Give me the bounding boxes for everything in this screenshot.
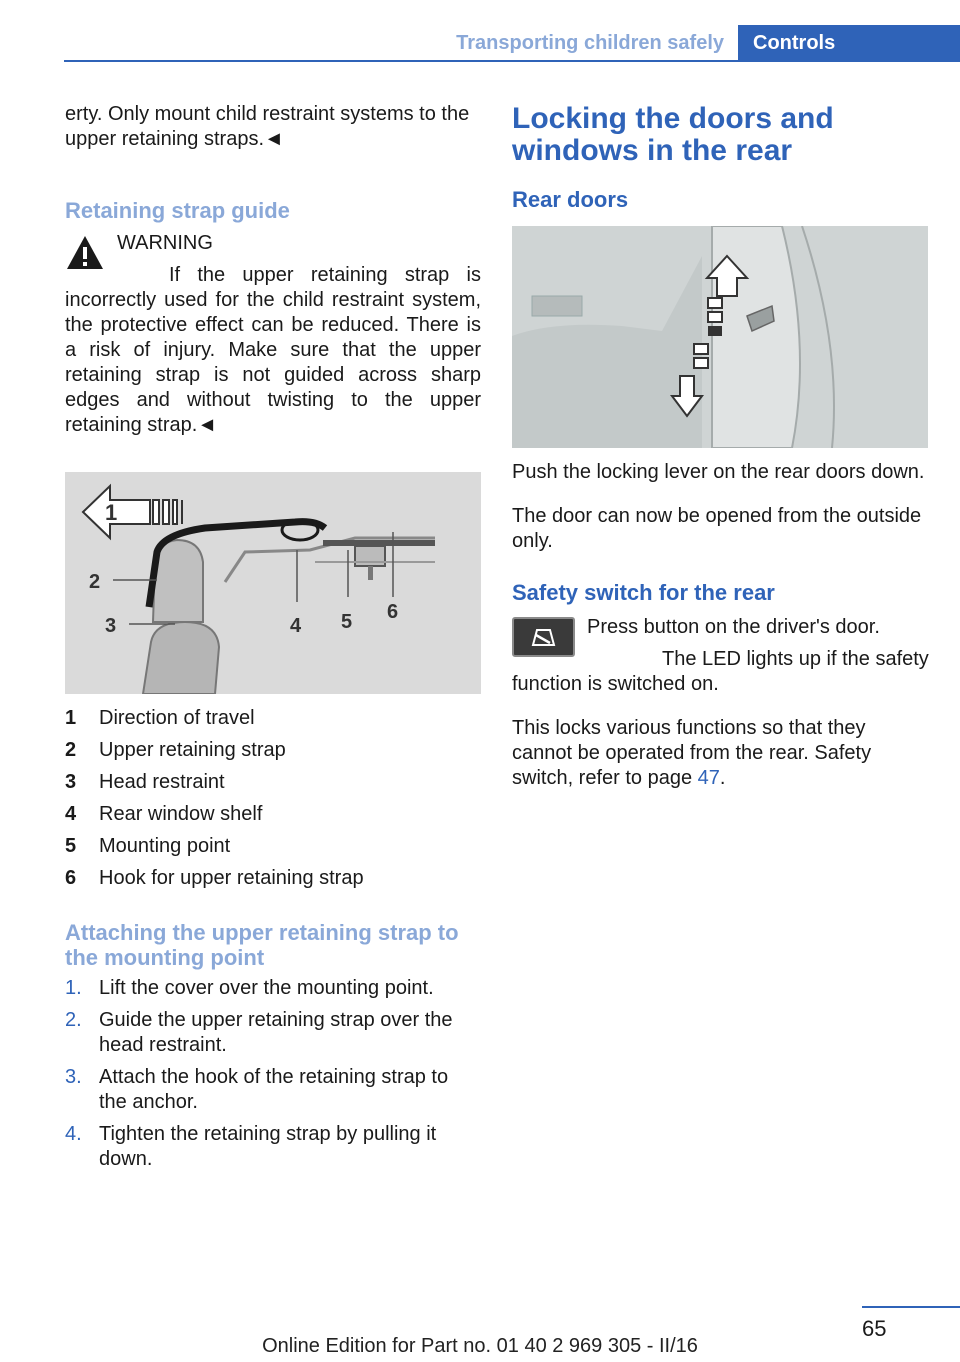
step-item: 4. Tighten the retaining strap by pulling it down.	[65, 1123, 437, 1170]
rear-doors-heading: Rear doors	[512, 187, 629, 212]
figure-callout-4: 4	[290, 615, 302, 637]
rear-doors-paragraph-2: The door can now be opened from the outside only.	[512, 505, 922, 552]
left-column	[65, 102, 481, 1179]
warning-title: WARNING	[117, 232, 213, 254]
warning-text: If the upper retaining strap is incorrectly used for the child restraint system, the protective effect can be reduced. There is a risk of injury. Make sure that the upper retaining strap is not guided across sharp edges and without twisting to the upper retaining strap.◄	[65, 264, 481, 436]
safety-switch-block	[512, 615, 930, 697]
window-lock-button-icon	[512, 617, 575, 657]
safety-paragraph-2: The LED lights up if the safety function is switched on.	[512, 648, 929, 695]
warning-box	[65, 231, 481, 438]
strap-guide-illustration	[65, 472, 481, 694]
figure-callout-5: 5	[341, 611, 353, 633]
warning-triangle-icon	[65, 233, 105, 273]
safety-paragraph-1: Press button on the driver's door.	[587, 616, 880, 638]
header-chapter-tab[interactable]: Controls	[738, 25, 960, 62]
rear-door-lock-illustration	[512, 226, 928, 448]
edition-footer: Online Edition for Part no. 01 40 2 969 305 - II/16	[262, 1335, 698, 1357]
legend-item: 5 Mounting point	[65, 835, 231, 857]
figure-callout-2: 2	[89, 571, 101, 593]
page-link-47[interactable]: 47	[697, 767, 720, 789]
legend-item: 3 Head restraint	[65, 771, 225, 793]
legend-item: 1 Direction of travel	[65, 707, 255, 729]
page-number: 65	[862, 1316, 887, 1341]
legend-item: 4 Rear window shelf	[65, 803, 263, 825]
figure-callout-6: 6	[387, 601, 399, 623]
step-item: 2. Guide the upper retaining strap over the head restraint.	[65, 1009, 453, 1056]
right-column	[512, 102, 930, 791]
footer-rule	[862, 1306, 960, 1308]
legend-item: 6 Hook for upper retaining strap	[65, 867, 364, 889]
rear-door-figure	[512, 226, 928, 448]
rear-doors-paragraph-1: Push the locking lever on the rear doors down.	[512, 461, 925, 483]
step-item: 1. Lift the cover over the mounting point.	[65, 977, 434, 999]
safety-switch-heading: Safety switch for the rear	[512, 580, 775, 605]
figure-legend	[65, 702, 481, 894]
strap-guide-heading: Retaining strap guide	[65, 198, 290, 223]
figure-callout-1: 1	[105, 500, 118, 525]
header-section-title: Transporting children safely	[456, 32, 724, 54]
figure-callout-3: 3	[105, 615, 117, 637]
attach-heading: Attaching the upper retaining strap to the mounting point	[65, 920, 459, 970]
safety-paragraph-3: This locks various functions so that they cannot be operated from the rear. Safety switch, refer to page 47.	[512, 717, 872, 789]
main-heading: Locking the doors and windows in the rear	[512, 102, 834, 167]
strap-guide-figure	[65, 472, 481, 694]
intro-paragraph: erty. Only mount child restraint systems to the upper retaining straps.◄	[65, 103, 470, 150]
step-item: 3. Attach the hook of the retaining strap to the anchor.	[65, 1066, 449, 1113]
attach-steps	[65, 976, 481, 1172]
legend-item: 2 Upper retaining strap	[65, 739, 286, 761]
